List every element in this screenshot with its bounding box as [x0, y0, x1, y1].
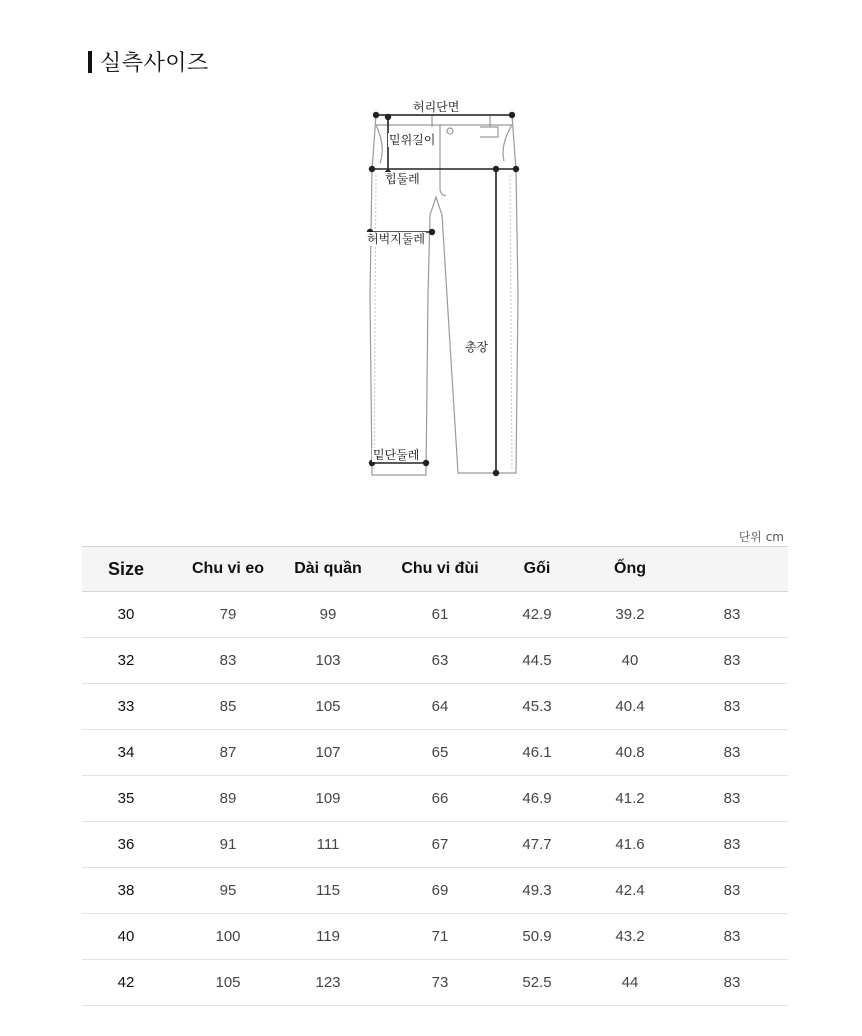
cell-length: 105: [315, 698, 341, 715]
cell-thigh: 69: [431, 882, 449, 899]
cell-length: 103: [315, 652, 341, 669]
cell-hem: 40.4: [615, 698, 645, 715]
cell-length: 123: [315, 974, 341, 991]
cell-thigh: 73: [431, 974, 449, 991]
cell-extra: 83: [723, 928, 741, 945]
label-hem: 밑단둘레: [373, 448, 420, 462]
cell-knee: 52.5: [522, 974, 552, 991]
cell-extra: 83: [723, 606, 741, 623]
table-row: [82, 638, 788, 684]
cell-length: 99: [319, 606, 337, 623]
cell-thigh: 61: [431, 606, 449, 623]
cell-extra: 83: [723, 836, 741, 853]
cell-thigh: 66: [431, 790, 449, 807]
table-row: [82, 822, 788, 868]
cell-size: 40: [117, 928, 135, 945]
cell-thigh: 67: [431, 836, 449, 853]
table-header: [82, 546, 788, 592]
cell-size: 38: [117, 882, 135, 899]
header-hem: Ống: [614, 560, 646, 577]
cell-waist: 87: [219, 744, 237, 761]
cell-knee: 44.5: [522, 652, 552, 669]
cell-knee: 45.3: [522, 698, 552, 715]
title-bar-marker: [88, 51, 92, 73]
cell-hem: 43.2: [615, 928, 645, 945]
cell-hem: 39.2: [615, 606, 645, 623]
header-length: Dài quần: [294, 560, 362, 577]
cell-extra: 83: [723, 882, 741, 899]
table-row: [82, 776, 788, 822]
cell-size: 33: [117, 698, 135, 715]
table-row: [82, 684, 788, 730]
cell-hem: 40: [621, 652, 639, 669]
cell-length: 107: [315, 744, 341, 761]
cell-knee: 46.1: [522, 744, 552, 761]
cell-length: 119: [316, 928, 340, 945]
cell-hem: 41.2: [615, 790, 645, 807]
cell-size: 30: [117, 606, 135, 623]
header-knee: Gối: [523, 560, 551, 577]
table-row: [82, 592, 788, 638]
cell-knee: 47.7: [522, 836, 552, 853]
cell-length: 111: [316, 836, 340, 853]
table-row: [82, 960, 788, 1006]
cell-size: 32: [117, 652, 135, 669]
pants-outline-icon: [340, 95, 530, 490]
table-row: [82, 868, 788, 914]
size-table: [82, 546, 788, 1006]
label-length: 총장: [465, 340, 489, 354]
page-title-text: 실측사이즈: [100, 51, 209, 76]
label-waist: 허리단면: [413, 100, 460, 114]
cell-knee: 42.9: [522, 606, 552, 623]
cell-extra: 83: [723, 744, 741, 761]
cell-waist: 85: [219, 698, 237, 715]
cell-thigh: 63: [431, 652, 449, 669]
cell-waist: 83: [219, 652, 237, 669]
cell-waist: 91: [219, 836, 237, 853]
cell-knee: 49.3: [522, 882, 552, 899]
cell-hem: 42.4: [615, 882, 645, 899]
cell-waist: 79: [219, 606, 237, 623]
header-waist: Chu vi eo: [191, 560, 264, 577]
cell-knee: 50.9: [522, 928, 552, 945]
table-row: [82, 914, 788, 960]
cell-size: 35: [117, 790, 135, 807]
cell-waist: 95: [219, 882, 237, 899]
pants-measurement-diagram: [340, 95, 530, 490]
cell-waist: 105: [215, 974, 241, 991]
cell-hem: 41.6: [615, 836, 645, 853]
header-thigh: Chu vi đùi: [401, 560, 479, 577]
table-row: [82, 730, 788, 776]
cell-extra: 83: [723, 790, 741, 807]
cell-waist: 100: [215, 928, 241, 945]
cell-thigh: 65: [431, 744, 449, 761]
cell-thigh: 64: [431, 698, 449, 715]
label-thigh: 허벅지둘레: [367, 232, 425, 246]
cell-waist: 89: [219, 790, 237, 807]
cell-hem: 40.8: [615, 744, 645, 761]
cell-extra: 83: [723, 974, 741, 991]
cell-size: 36: [117, 836, 135, 853]
page-title: [88, 46, 209, 77]
cell-length: 115: [316, 882, 340, 899]
cell-size: 34: [117, 744, 135, 761]
label-rise: 밑위길이: [389, 133, 436, 147]
cell-thigh: 71: [431, 928, 449, 945]
label-hip: 힙둘레: [385, 172, 420, 186]
unit-label: 단위 cm: [738, 530, 784, 544]
cell-size: 42: [117, 974, 135, 991]
header-extra: [682, 547, 782, 591]
cell-length: 109: [315, 790, 341, 807]
cell-knee: 46.9: [522, 790, 552, 807]
cell-extra: 83: [723, 652, 741, 669]
cell-extra: 83: [723, 698, 741, 715]
cell-hem: 44: [621, 974, 639, 991]
header-size: Size: [107, 559, 145, 579]
